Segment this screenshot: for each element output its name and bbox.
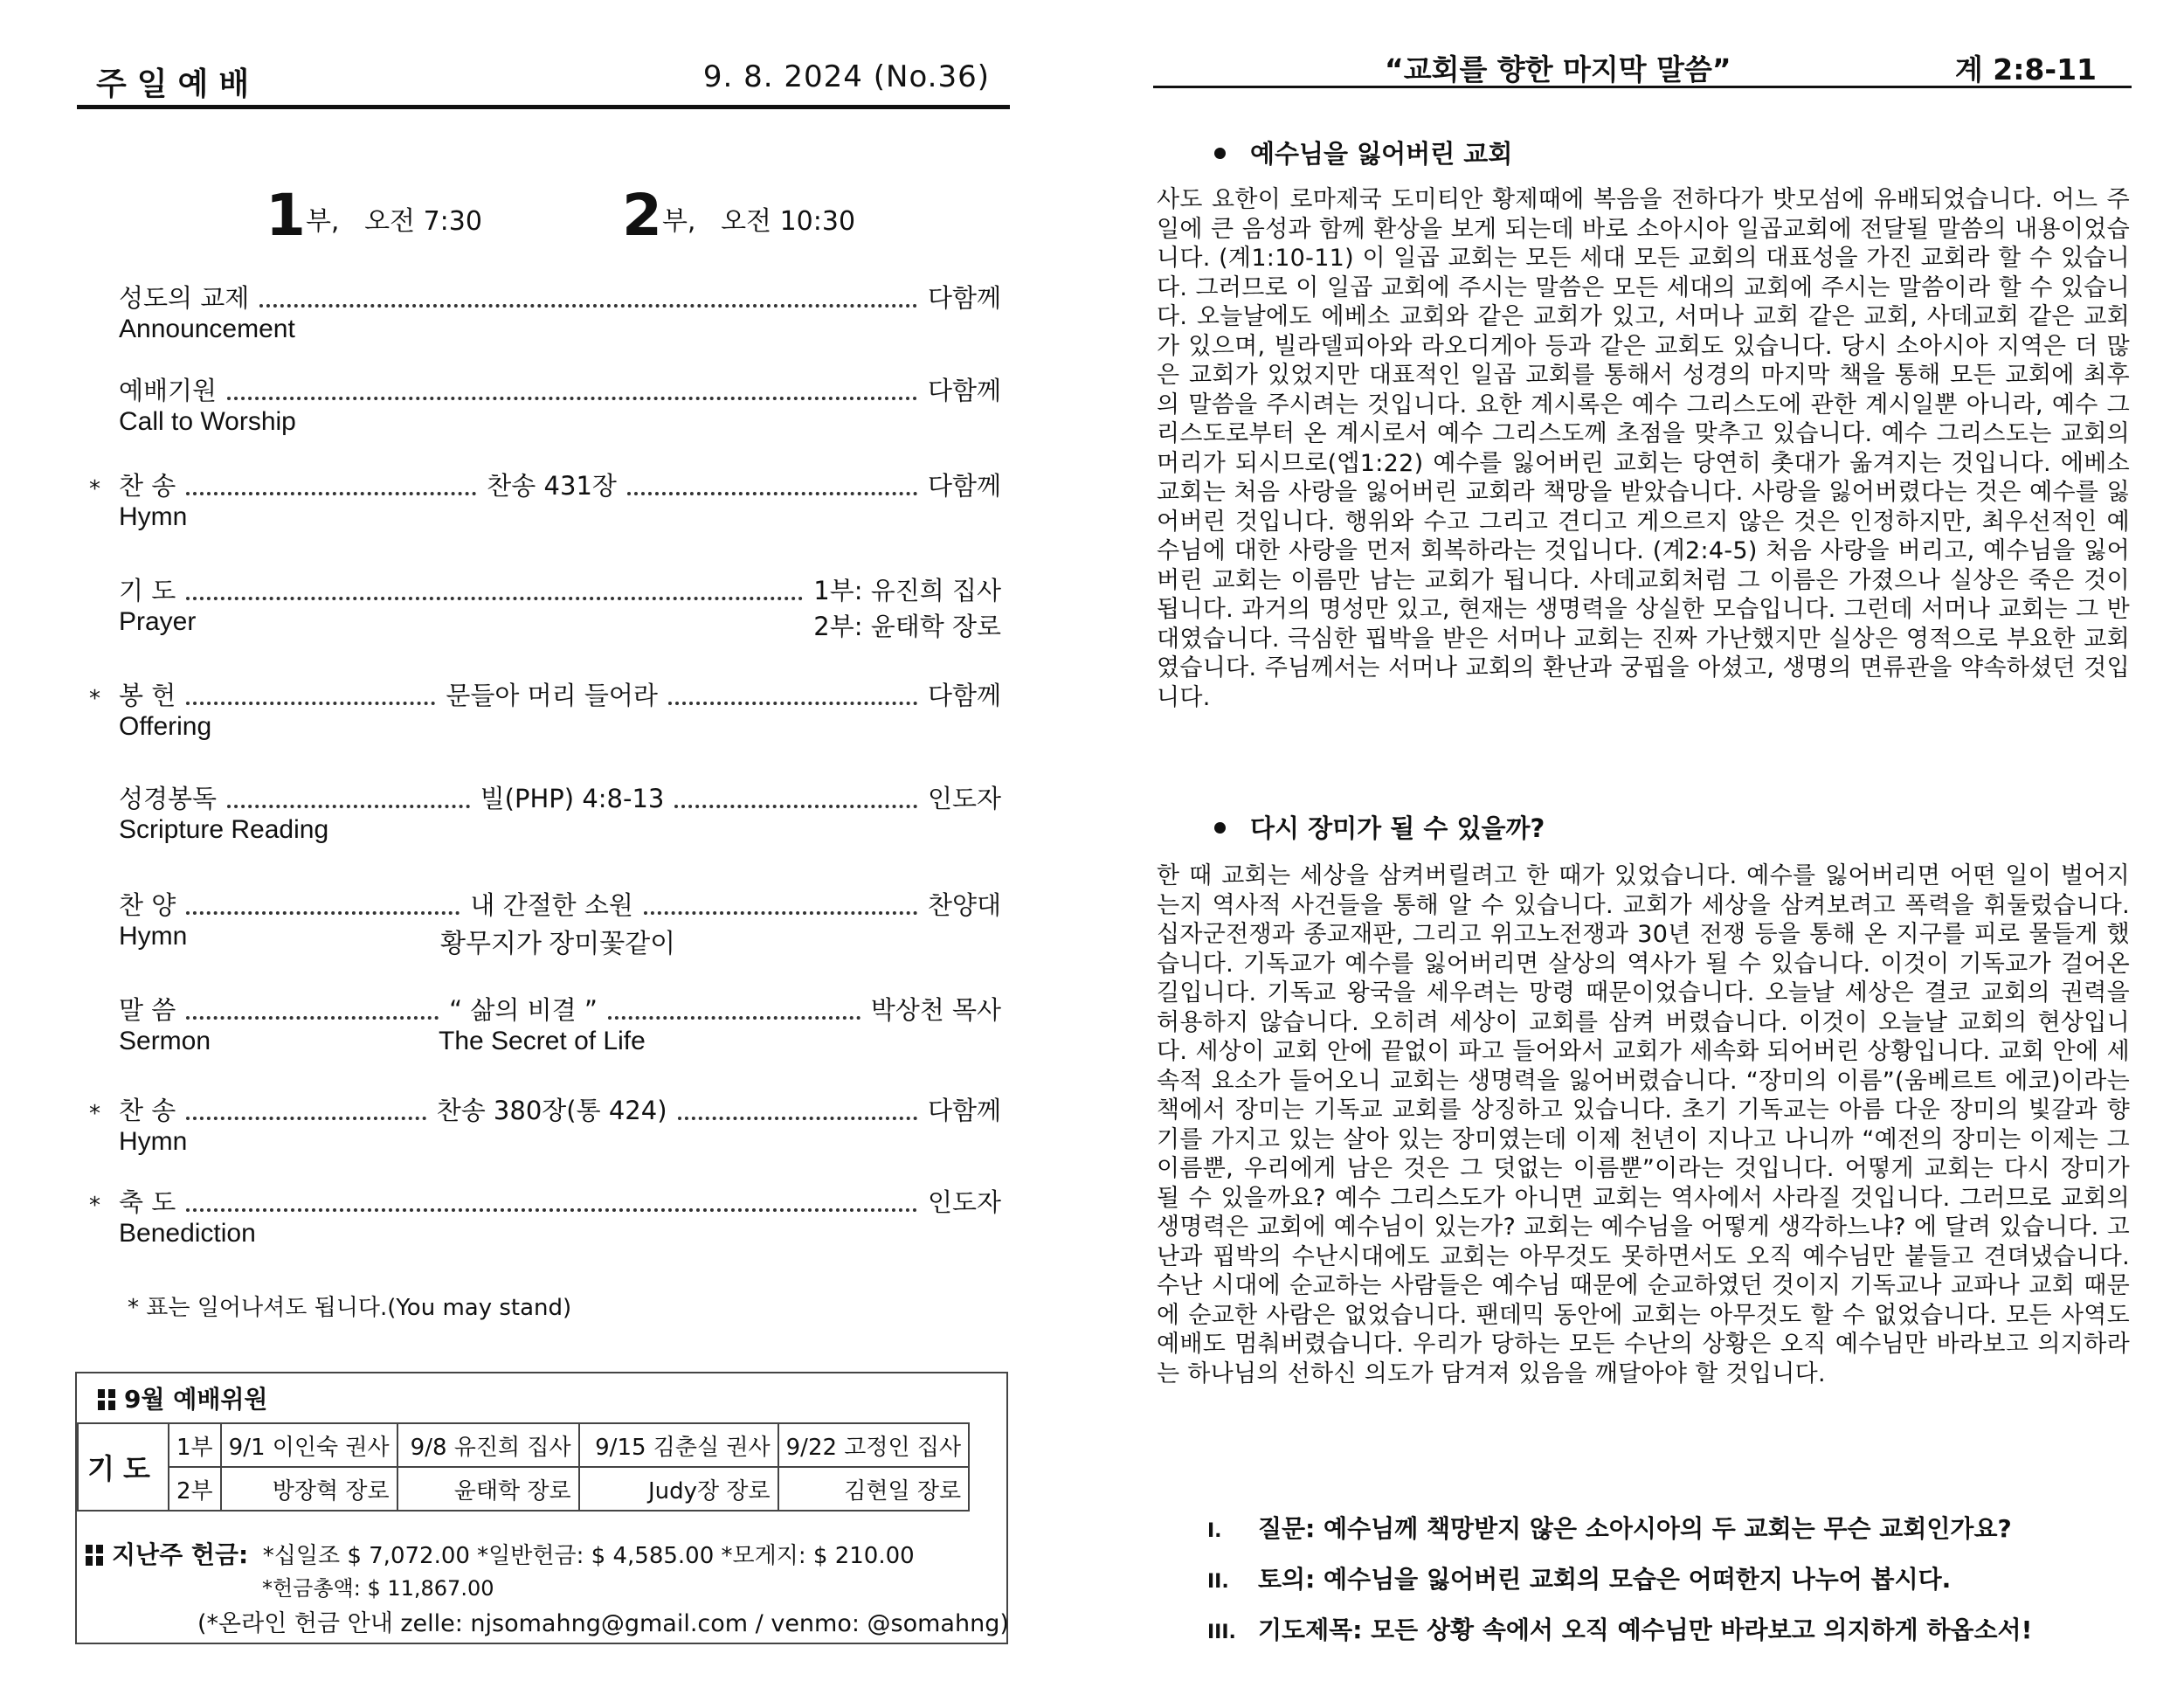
order-item-sermon: 말 씀 “ 삶의 비결 ” 박상천 목사 Sermon The Secret of Life bbox=[119, 992, 1001, 1062]
worship-committee-box bbox=[75, 1372, 1008, 1644]
book-icon bbox=[98, 1389, 115, 1410]
order-item-choir: 찬 양 내 간절한 소원 찬양대 Hymn 황무지가 장미꽃같이 bbox=[119, 887, 1001, 957]
order-item-hymn-1: * 찬 송 찬송 431장 다함께 Hymn bbox=[119, 467, 1001, 537]
bullet-icon bbox=[1214, 148, 1226, 159]
offering-total: *헌금총액: $ 11,867.00 bbox=[262, 1576, 494, 1601]
order-item-prayer: 기 도 1부: 유진희 집사 Prayer 2부: 윤태학 장로 bbox=[119, 572, 1001, 642]
order-leader: 다함께 bbox=[927, 283, 1001, 313]
order-leader: 1부: 유진희 집사 bbox=[813, 576, 1001, 605]
sermon-paragraph-2: 한 때 교회는 세상을 삼켜버릴려고 한 때가 있었습니다. 예수를 잃어버리면 어떤 일이 벌어지는지 역사적 사건들을 통해 알 수 있습니다. 교회가 세상을 삼켜보려고 폭력을 휘둘렀습니다. 십자군전쟁과 종교재판, 그리고 위고노전쟁과 30년 전쟁 등을 통해 온 지구를 피로 물들게 했습니다. 기독교가 예수를 잃어버리면 살상의 역사가 될 수 있습니다. 이것이 기독교가 걸어온 길입니다. 기독교 왕국을 세우려는 망령 때문이었습니다. 오늘날 세상은 결코 교회의 권력을 허용하지 않습니다. 오히려 세상이 교회를 삼켜 버렸습니다. 이것이 오늘날 교회의 현상입니다. 세상이 교회 안에 끝없이 파고 들어와서 교회가 세속화 되어버린 상황입니다. 교회 안에 세속적 요소가 들어오니 교회는 생명력을 잃어버렸습니다. “장미의 이름”(움베르트 에코)이라는 책에서 장미는 기독교 교회를 상징하고 있습니다. 초기 기독교는 아름 다운 장미의 빛갈과 향기를 가지고 있는 살아 있는 장미였는데 이제 천년이 지나고 나니까 “예전의 장미는 이제는 그 이름뿐, 우리에게 남은 것은 그 덧없는 이름뿐”이라는 것입니다. 어떻게 교회는 다시 장미가 될 수 있을까요? 예수 그리스도가 아니면 교회는 역사에서 사라질 것입니다. 그러므로 교회의 생명력은 교회에 예수님이 있는가? 교회는 예수님을 어떻게 생각하느냐? 에 달려 있습니다. 고난과 핍박의 수난시대에도 교회는 아무것도 못하면서도 오직 예수님만 붙들고 견뎌냈습니다. 수난 시대에 순교하는 사람들은 예수님 때문에 순교하였던 것이지 기독교나 교파나 교회 때문에 순교한 사람은 없었습니다. 팬데믹 동안에 교회는 아무것도 할 수 없었습니다. 모든 사역도 예배도 멈춰버렸습니다. 우리가 당하는 모든 수난의 상황은 오직 예수님만 바라보고 의지하라는 하나님의 선하신 의도가 담겨져 있음을 깨달아야 할 것입니다. bbox=[1157, 862, 2130, 1387]
header-divider bbox=[1153, 86, 2132, 88]
order-leader: 다함께 bbox=[927, 471, 1002, 501]
order-leader: 인도자 bbox=[927, 1187, 1001, 1217]
sermon-header bbox=[1153, 45, 2097, 89]
order-item-offering: * 봉 헌 문들아 머리 들어라 다함께 Offering bbox=[119, 677, 1001, 747]
book-icon bbox=[86, 1545, 103, 1566]
stand-marker: * bbox=[89, 476, 100, 502]
order-item-benediction: * 축 도 인도자 Benediction bbox=[119, 1184, 1001, 1254]
section-heading: 다시 장미가 될 수 있을까? bbox=[1214, 809, 1545, 845]
discussion-question: I. 질문: 예수님께 책망받지 않은 소아시아의 두 교회는 무슨 교회인가요? bbox=[1207, 1514, 2012, 1543]
order-leader: 인도자 bbox=[927, 784, 1002, 813]
header-divider bbox=[77, 105, 1010, 109]
order-leader: 다함께 bbox=[927, 681, 1002, 710]
committee-table bbox=[77, 1422, 970, 1512]
order-leader: 다함께 bbox=[927, 376, 1001, 405]
bullet-icon bbox=[1214, 822, 1226, 834]
service-1-time: 1부, 오전 7:30 bbox=[266, 182, 482, 249]
order-item-call-to-worship: 예배기원 다함께 Call to Worship bbox=[119, 372, 1001, 442]
order-leader: 박상천 목사 bbox=[870, 995, 1001, 1025]
offering-summary: 지난주 헌금: *십일조 $ 7,072.00 *일반헌금: $ 4,585.00 *모게지: $ 210.00 bbox=[86, 1536, 915, 1571]
scripture-reference: 계 2:8-11 bbox=[1954, 52, 2097, 86]
service-2-time: 2부, 오전 10:30 bbox=[622, 182, 856, 249]
stand-marker: * bbox=[89, 1101, 100, 1127]
sermon-title: “교회를 향한 마지막 말씀” bbox=[1385, 52, 1731, 86]
order-leader: 다함께 bbox=[927, 1096, 1001, 1125]
order-leader: 찬양대 bbox=[927, 890, 1002, 920]
bulletin-header bbox=[77, 54, 1007, 100]
online-giving-info: (*온라인 헌금 안내 zelle: njsomahng@gmail.com / venmo: @somahng) bbox=[197, 1610, 1009, 1637]
right-page bbox=[1092, 0, 2184, 1688]
order-item-hymn-2: * 찬 송 찬송 380장(통 424) 다함께 Hymn bbox=[119, 1092, 1001, 1162]
section-heading: 예수님을 잃어버린 교회 bbox=[1214, 135, 1512, 170]
page-title: 주일예배 bbox=[96, 66, 260, 102]
stand-marker: * bbox=[89, 1193, 100, 1219]
committee-title: 9월 예배위원 bbox=[124, 1385, 268, 1414]
table-row: 2부 방장혁 장로 윤태학 장로 Judy장 장로 김현일 장로 bbox=[78, 1467, 969, 1511]
order-item-announcement: 성도의 교제 다함께 Announcement bbox=[119, 280, 1001, 349]
prayer-label: 기도 bbox=[78, 1423, 169, 1511]
sermon-paragraph-1: 사도 요한이 로마제국 도미티안 황제때에 복음을 전하다가 밧모섬에 유배되었습니다. 어느 주일에 큰 음성과 함께 환상을 보게 되는데 바로 소아시아 일곱교회에 전달될 말씀의 내용이었습니다. (계1:10-11) 이 일곱 교회는 모든 세대 모든 교회의 대표성을 가진 교회라 할 수 있습니다. 그러므로 이 일곱 교회에 주시는 말씀은 모든 세대의 교회에 주시는 말씀이라 할 수 있습니다. 오늘날에도 에베소 교회와 같은 교회가 있고, 서머나 교회 같은 교회, 사데교회 같은 교회가 있으며, 빌라델피아와 라오디게아 등과 같은 교회도 있습니다. 당시 소아시아 지역은 더 많은 교회가 있었지만 대표적인 일곱 교회를 통해서 성경의 마지막 책을 통해 모든 교회에 최후의 말씀을 주시려는 것입니다. 요한 계시록은 예수 그리스도에 관한 계시일뿐 아니라, 예수 그리스도로부터 온 계시로서 예수 그리스도께 초점을 맞추고 있습니다. 예수 그리스도는 교회의 머리가 되시므로(엡1:22) 예수를 잃어버린 교회는 당연히 촛대가 옮겨지는 것입니다. 에베소 교회는 처음 사랑을 잃어버린 교회라 책망을 받았습니다. 사랑을 잃어버렸다는 것은 예수를 잃어버린 것입니다. 행위와 수고 그리고 견디고 게으르지 않은 것은 인정하지만, 최우선적인 예수님에 대한 사랑을 먼저 회복하라는 것입니다. (계2:4-5) 처음 사랑을 버리고, 예수님을 잃어버린 교회는 이름만 남는 교회가 됩니다. 사데교회처럼 그 이름은 가졌으나 실상은 죽은 것이 됩니다. 과거의 명성만 있고, 현재는 생명력을 상실한 모습입니다. 그런데 서머나 교회는 그 반대였습니다. 극심한 핍박을 받은 서머나 교회는 진짜 가난했지만 실상은 영적으로 부요한 교회였습니다. 주님께서는 서머나 교회의 환난과 궁핍을 아셨고, 생명의 면류관을 약속하셨던 것입니다. bbox=[1157, 186, 2130, 711]
stand-note: * 표는 일어나셔도 됩니다.(You may stand) bbox=[128, 1295, 572, 1321]
order-item-scripture: 성경봉독 빌(PHP) 4:8-13 인도자 Scripture Reading bbox=[119, 780, 1001, 850]
bulletin-date: 9. 8. 2024 (No.36) bbox=[702, 59, 990, 94]
stand-marker: * bbox=[89, 686, 100, 712]
prayer-topic: III. 기도제목: 모든 상황 속에서 오직 예수님만 바라보고 의지하게 하옵소서! bbox=[1207, 1615, 2033, 1644]
discussion-topic: II. 토의: 예수님을 잃어버린 교회의 모습은 어떠한지 나누어 봅시다. bbox=[1207, 1565, 1952, 1594]
table-row: 기도 1부 9/1 이인숙 권사 9/8 유진희 집사 9/15 김춘실 권사 9/22 고정인 집사 bbox=[78, 1423, 969, 1467]
